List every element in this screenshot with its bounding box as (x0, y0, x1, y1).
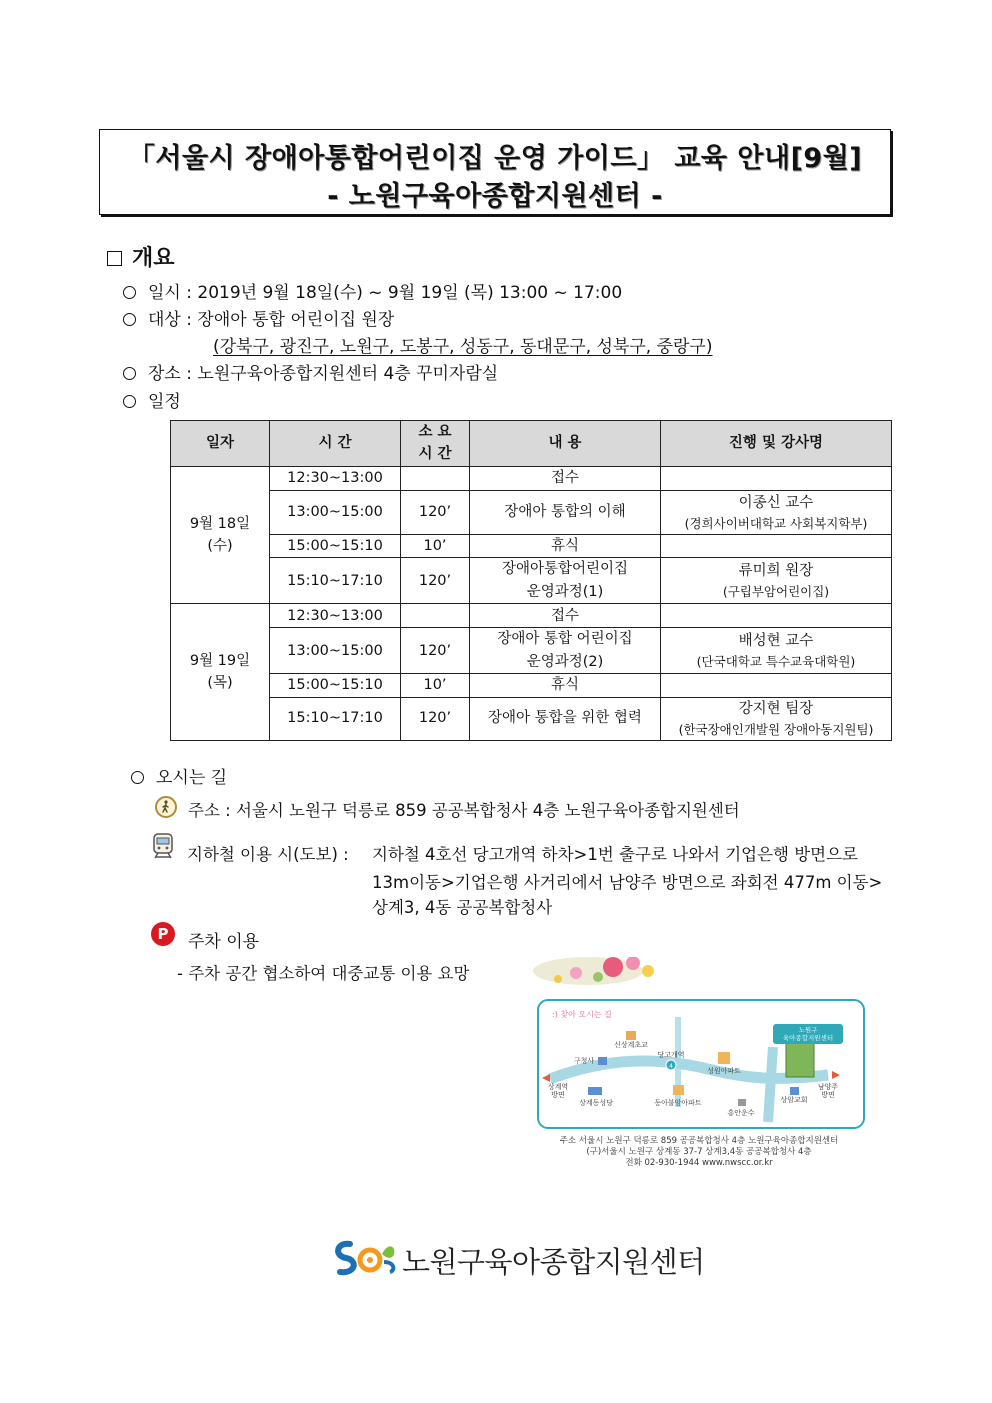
table-row (171, 490, 892, 534)
date-item: 일시 : 2019년 9월 18일(수) ~ 9월 19일 (목) 13:00 ~ 17:00 (123, 278, 622, 303)
subway-line2: 13m이동>기업은행 사거리에서 남양주 방면으로 좌회전 477m 이동> (372, 873, 883, 892)
speaker-affiliation: (단국대학교 특수교육대학원) (696, 654, 856, 670)
svg-text:구청사: 구청사 (573, 1057, 595, 1065)
content-cell: 휴식 (470, 534, 661, 557)
content-cell: 장애아 통합의 이해 (470, 490, 661, 534)
table-row (171, 466, 892, 490)
page-subtitle: - 노원구육아종합지원센터 - (327, 181, 663, 212)
address-label: 주소 : (188, 801, 231, 820)
svg-text:노원구: 노원구 (798, 1026, 818, 1034)
overview-heading (107, 241, 175, 272)
speaker-affiliation: (구립부암어린이집) (722, 584, 830, 600)
circle-bullet-icon (123, 313, 136, 326)
target-districts: (강북구, 광진구, 노원구, 도봉구, 성동구, 동대문구, 성북구, 중랑구) (213, 337, 713, 357)
svg-text:동아불암아파트: 동아불암아파트 (654, 1099, 702, 1107)
header-content: 내 용 (470, 421, 661, 467)
place-label: 장소 (148, 364, 181, 384)
speaker-name: 이종신 교수 (738, 494, 814, 511)
time-cell: 13:00~15:00 (270, 490, 401, 534)
duration-cell (401, 604, 470, 628)
table-row (171, 674, 892, 697)
svg-text:남양주: 남양주 (817, 1083, 839, 1091)
place-item: 장소 : 노원구육아종합지원센터 4층 꾸미자람실 (123, 359, 498, 384)
content-line1: 장애아통합어린이집 (501, 561, 629, 578)
svg-text:4: 4 (669, 1063, 673, 1070)
speaker-name: 류미희 원장 (738, 562, 814, 579)
circle-bullet-icon (131, 771, 144, 784)
svg-text:상계동성당: 상계동성당 (579, 1099, 613, 1107)
parking-icon: P (151, 922, 175, 946)
target-value: 장애아 통합 어린이집 원장 (197, 310, 395, 330)
content-cell (470, 628, 661, 674)
walking-icon (155, 796, 177, 818)
speaker-cell (661, 674, 892, 697)
subway-line3: 상계3, 4동 공공복합청사 (372, 898, 553, 917)
duration-cell: 120’ (401, 628, 470, 674)
content-cell: 휴식 (470, 674, 661, 697)
day-weekday: (목) (207, 674, 233, 691)
subway-icon (152, 832, 174, 860)
target-item: 대상 : 장애아 통합 어린이집 원장 (123, 305, 394, 330)
table-header-row (171, 421, 892, 467)
directions-heading (131, 763, 227, 788)
address-line (188, 797, 740, 821)
duration-cell: 10’ (401, 534, 470, 557)
duration-cell: 10’ (401, 674, 470, 697)
place-value: 노원구육아종합지원센터 4층 꾸미자람실 (197, 364, 499, 384)
org-name: 노원구육아종합지원센터 (402, 1245, 705, 1279)
svg-text:육아종합지원센터: 육아종합지원센터 (782, 1034, 834, 1042)
speaker-cell (661, 534, 892, 557)
svg-text:방면: 방면 (551, 1091, 565, 1099)
page-title: 「서울시 장애아통합어린이집 운영 가이드」 교육 안내[9월] (127, 143, 863, 174)
duration-cell: 120’ (401, 697, 470, 740)
header-speaker: 진행 및 강사명 (661, 421, 892, 467)
content-cell (470, 558, 661, 604)
directions-heading-text: 오시는 길 (156, 768, 228, 788)
speaker-affiliation: (한국장애인개발원 장애아동지원팀) (678, 722, 874, 738)
speaker-cell (661, 490, 892, 534)
target-label: 대상 (148, 310, 181, 330)
speaker-cell (661, 628, 892, 674)
header-time: 시 간 (270, 421, 401, 467)
table-row (171, 534, 892, 557)
address-value: 서울시 노원구 덕릉로 859 공공복합청사 4층 노원구육아종합지원센터 (235, 801, 740, 820)
speaker-cell (661, 697, 892, 740)
table-row (171, 628, 892, 674)
duration-cell: 120’ (401, 490, 470, 534)
table-row (171, 697, 892, 740)
svg-text:신상계초교: 신상계초교 (614, 1041, 648, 1049)
schedule-table (170, 420, 892, 741)
header-date: 일자 (171, 421, 270, 467)
parking-note: - 주차 공간 협소하여 대중교통 이용 요망 (177, 964, 470, 983)
content-cell: 접수 (470, 604, 661, 628)
overview-heading-text: 개요 (132, 246, 175, 271)
date-label: 일시 (148, 283, 181, 303)
svg-text:상계역: 상계역 (547, 1083, 569, 1091)
time-cell: 15:10~17:10 (270, 697, 401, 740)
date-value: 2019년 9월 18일(수) ~ 9월 19일 (목) 13:00 ~ 17:00 (197, 283, 623, 303)
org-logo (330, 1232, 400, 1282)
svg-text:방면: 방면 (821, 1091, 835, 1099)
time-cell: 15:10~17:10 (270, 558, 401, 604)
title-box (99, 129, 891, 215)
day-date: 9월 19일 (189, 652, 251, 669)
circle-bullet-icon (123, 286, 136, 299)
content-cell: 접수 (470, 466, 661, 490)
day-cell (171, 466, 270, 603)
parking-label: 주차 이용 (188, 932, 260, 952)
day-cell (171, 604, 270, 740)
table-row (171, 558, 892, 604)
speaker-cell (661, 466, 892, 490)
header-duration: 소 요 시 간 (401, 421, 470, 467)
map-caption-old-address: (구)서울시 노원구 상계동 37-7 상계3,4동 공공복합청사 4층 (586, 1147, 812, 1157)
time-cell: 15:00~15:10 (270, 534, 401, 557)
circle-bullet-icon (123, 367, 136, 380)
svg-text:흥안운수: 흥안운수 (727, 1109, 755, 1117)
content-cell: 장애아 통합을 위한 협력 (470, 697, 661, 740)
speaker-cell (661, 604, 892, 628)
duration-cell: 120’ (401, 558, 470, 604)
time-cell: 13:00~15:00 (270, 628, 401, 674)
circle-bullet-icon (123, 395, 136, 408)
subway-line1: 지하철 4호선 당고개역 하차>1번 출구로 나와서 기업은행 방면으로 (372, 845, 858, 864)
time-cell: 12:30~13:00 (270, 604, 401, 628)
map-caption-address: 주소 서울시 노원구 덕릉로 859 공공복합청사 4층 노원구육아종합지원센터 (559, 1136, 839, 1146)
svg-text:당고개역: 당고개역 (657, 1051, 685, 1059)
subway-label: 지하철 이용 시(도보) : (187, 845, 349, 864)
time-cell: 12:30~13:00 (270, 466, 401, 490)
speaker-name: 강지현 팀장 (738, 700, 814, 717)
svg-text:성원아파트: 성원아파트 (707, 1067, 741, 1075)
speaker-affiliation: (경희사이버대학교 사회복지학부) (684, 515, 868, 531)
content-line2: 운영과정(1) (526, 583, 604, 600)
content-line1: 장애아 통합 어린이집 (497, 631, 633, 648)
day-date: 9월 18일 (189, 515, 251, 532)
map-caption-contact: 전화 02-930-1944 www.nwscc.or.kr (625, 1158, 773, 1168)
square-bullet-icon (107, 251, 122, 266)
speaker-name: 배성현 교수 (738, 632, 814, 649)
speaker-cell (661, 558, 892, 604)
table-row (171, 604, 892, 628)
duration-cell (401, 466, 470, 490)
content-line2: 운영과정(2) (526, 653, 604, 670)
time-cell: 15:00~15:10 (270, 674, 401, 697)
map-title: :) 찾아 오시는 길 (552, 1010, 612, 1019)
schedule-label: 일정 (148, 392, 181, 412)
day-weekday: (수) (207, 538, 233, 555)
schedule-item (123, 387, 181, 412)
svg-text:상암교회: 상암교회 (780, 1096, 808, 1104)
